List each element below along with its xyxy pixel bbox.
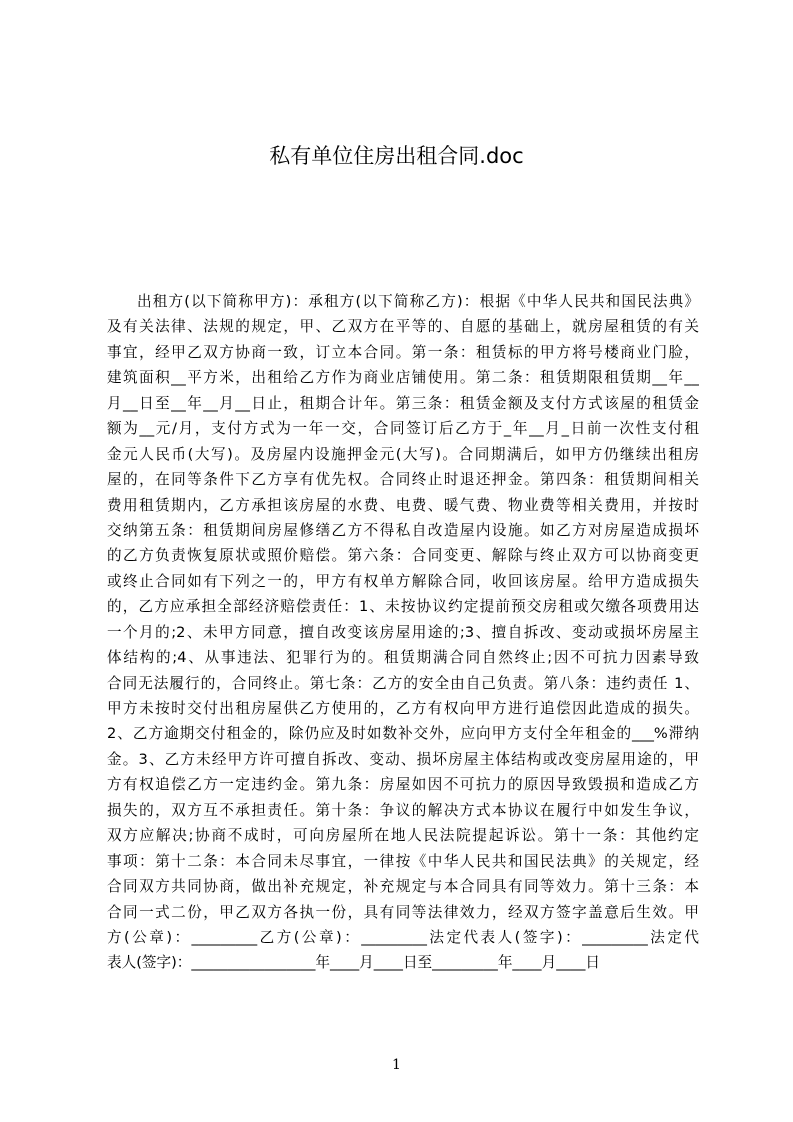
body-line: 双方应解决;协商不成时，可向房屋所在地人民法院提起诉讼。第十一条：其他约定 [107,827,699,845]
body-line: 出租方(以下简称甲方)：承租方(以下简称乙方)：根据《中华人民共和国民法典》 [137,293,699,310]
body-line: 表人(签字)：_________________年____月____日至_________年____月____日 [107,954,600,972]
body-line: 屋的，在同等条件下乙方享有优先权。合同终止时退还押金。第四条：租赁期间相关 [107,471,699,489]
body-line: 的乙方负责恢复原状或照价赔偿。第六条：合同变更、解除与终止双方可以协商变更 [107,547,699,565]
body-line: 额为__元/月，支付方式为一年一交，合同签订后乙方于_年__月_日前一次性支付租 [107,420,699,438]
body-line: 损失的，双方互不承担责任。第十条：争议的解决方式本协议在履行中如发生争议， [107,801,699,819]
body-line: 交纳第五条：租赁期间房屋修缮乙方不得私自改造屋内设施。如乙方对房屋造成损坏 [107,521,699,539]
body-line: 月__日至__年__月__日止，租期合计年。第三条：租赁金额及支付方式该屋的租赁金 [107,394,699,412]
contract-body [107,289,699,976]
body-line: 合同一式二份，甲乙双方各执一份，具有同等法律效力，经双方签字盖意后生效。甲 [107,903,699,921]
body-line: 合同双方共同协商，做出补充规定，补充规定与本合同具有同等效力。第十三条：本 [107,878,699,896]
body-line: 的，乙方应承担全部经济赔偿责任：1、未按协议约定提前预交房租或欠缴各项费用达 [107,598,699,616]
body-line: 事宜，经甲乙双方协商一致，订立本合同。第一条：租赁标的甲方将号楼商业门脸， [107,343,699,361]
body-line: 或终止合同如有下列之一的，甲方有权单方解除合同，收回该房屋。给甲方造成损失 [107,572,699,590]
body-line: 2、乙方逾期交付租金的，除仍应及时如数补交外，应向甲方支付全年租金的___%滞纳 [107,725,699,743]
body-line: 方(公章)：_________乙方(公章)：_________法定代表人(签字)：_________法定代 [107,928,699,946]
body-line: 体结构的;4、从事违法、犯罪行为的。租赁期满合同自然终止;因不可抗力因素导致 [107,649,699,667]
page-number: 1 [392,1057,401,1073]
body-line: 建筑面积__平方米，出租给乙方作为商业店铺使用。第二条：租赁期限租赁期__年__ [107,369,699,387]
body-line: 方有权追偿乙方一定违约金。第九条：房屋如因不可抗力的原因导致毁损和造成乙方 [107,776,699,794]
body-line: 事项：第十二条：本合同未尽事宜，一律按《中华人民共和国民法典》的关规定，经 [107,852,699,870]
body-line: 金。3、乙方未经甲方许可擅自拆改、变动、损坏房屋主体结构或改变房屋用途的，甲 [107,750,699,768]
body-line: 甲方未按时交付出租房屋供乙方使用的，乙方有权向甲方进行追偿因此造成的损失。 [107,700,699,717]
body-line: 一个月的;2、未甲方同意，擅自改变该房屋用途的;3、擅自拆改、变动或损坏房屋主 [107,623,699,641]
body-line: 合同无法履行的，合同终止。第七条：乙方的安全由自己负责。第八条：违约责任 1、 [107,674,699,692]
document-title: 私有单位住房出租合同.doc [269,144,524,168]
body-line: 费用租赁期内，乙方承担该房屋的水费、电费、暖气费、物业费等相关费用，并按时 [107,496,699,514]
body-line: 及有关法律、法规的规定，甲、乙双方在平等的、自愿的基础上，就房屋租赁的有关 [107,318,699,336]
body-line: 金元人民币(大写)。及房屋内设施押金元(大写)。合同期满后，如甲方仍继续出租房 [107,445,699,463]
